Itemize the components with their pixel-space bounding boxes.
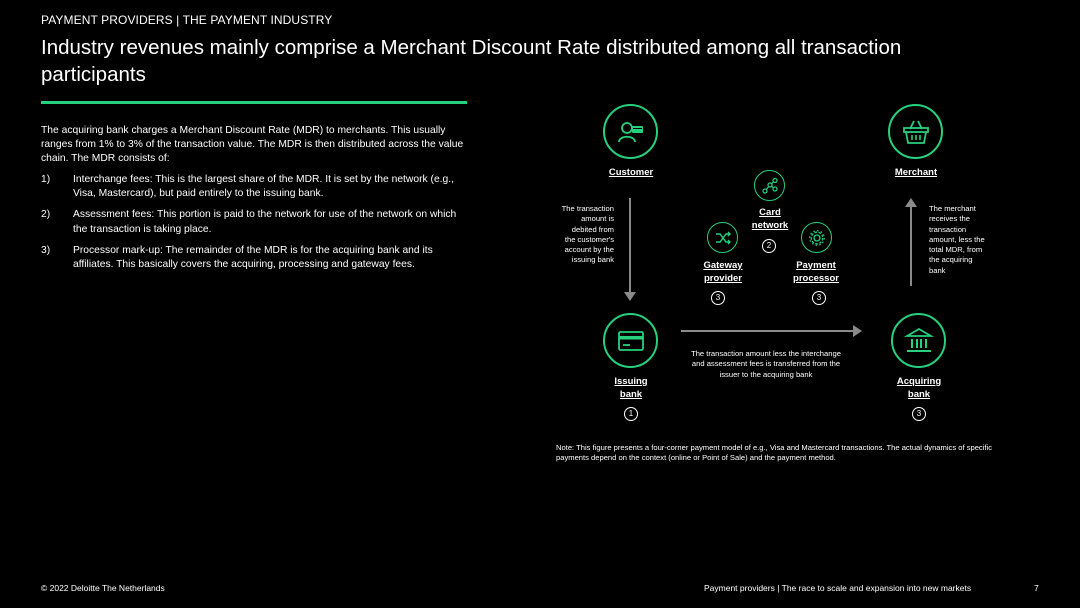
note-line: total MDR, from	[929, 245, 983, 255]
acquiring-bank-label-line2: bank	[907, 388, 931, 400]
payment-processor-badge: 3	[812, 291, 826, 305]
gateway-provider-label-line2: provider	[703, 272, 742, 284]
payment-processor-label-line1: Payment	[796, 260, 836, 271]
customer-label: Customer	[608, 167, 654, 178]
payment-processor-label	[786, 260, 846, 285]
card-network-label-line1: Card	[759, 207, 781, 218]
customer-node	[603, 104, 658, 159]
acquiring-bank-badge: 3	[912, 407, 926, 421]
merchant-label: Merchant	[894, 167, 938, 178]
card-network-badge: 2	[762, 239, 776, 253]
arrow-right-icon	[853, 325, 862, 337]
note-line: the acquiring	[929, 255, 973, 265]
merchant-receipt-note	[929, 204, 1009, 276]
bank-icon	[904, 326, 934, 356]
note-line: The merchant	[929, 204, 976, 213]
issuing-bank-label	[596, 376, 666, 401]
note-line: bank	[929, 265, 946, 275]
title-divider	[41, 101, 467, 104]
issuer-to-acquirer-arrow-line	[681, 330, 855, 332]
merchant-node	[888, 104, 943, 159]
card-network-label-line2: network	[751, 219, 789, 231]
acquiring-bank-node	[891, 313, 946, 368]
note-line: issuer to the acquiring bank	[719, 369, 813, 379]
acquiring-bank-label	[884, 376, 954, 401]
issuing-bank-badge: 1	[624, 407, 638, 421]
footer-report-title: Payment providers | The race to scale and expansion into new markets	[704, 583, 972, 593]
list-item-text: Processor mark-up: The remainder of the MDR is for the acquiring bank and its affiliates. This basically covers the acquiring, processing and gateway fees.	[73, 244, 433, 271]
card-icon	[616, 326, 646, 356]
list-item	[41, 208, 471, 236]
note-line: debited from	[571, 224, 614, 234]
gateway-provider-badge: 3	[711, 291, 725, 305]
note-line: issuing bank	[571, 255, 614, 265]
payment-processor-label-line2: processor	[793, 272, 839, 284]
figure-note-line2: payments depend on the context (online or Point of Sale) and the payment method.	[556, 453, 836, 463]
gateway-provider-label	[693, 260, 753, 285]
arrow-up-icon	[905, 198, 917, 207]
list-item-number: 3)	[41, 244, 51, 256]
gateway-provider-node	[707, 222, 738, 253]
shuffle-icon	[714, 229, 732, 247]
list-item-text: Assessment fees: This portion is paid to the network for use of the network on which the transaction is taking place.	[73, 209, 457, 235]
figure-note	[556, 443, 1056, 464]
customer-card-icon	[616, 117, 646, 147]
list-item	[41, 244, 471, 272]
list-item-text: Interchange fees: This is the largest share of the MDR. It is set by the network (e.g., Visa, Mastercard), but paid entirely to the issuing bank.	[73, 174, 454, 200]
note-line: the customer's	[564, 234, 614, 244]
customer-debit-note	[548, 204, 614, 266]
list-item	[41, 173, 471, 201]
footer-copyright: © 2022 Deloitte The Netherlands	[41, 583, 165, 593]
gear-icon	[808, 229, 826, 247]
card-network-node	[754, 170, 785, 201]
gateway-provider-label-line1: Gateway	[703, 260, 743, 271]
network-icon	[761, 177, 779, 195]
payment-processor-node	[801, 222, 832, 253]
acquirer-to-merchant-arrow-line	[910, 206, 912, 286]
intro-paragraph: The acquiring bank charges a Merchant Discount Rate (MDR) to merchants. This usually ranges from 1% to 3% of the transaction value. The MDR is then distributed across the value chain. The MDR consists of:	[41, 125, 464, 165]
customer-to-issuer-arrow-line	[629, 198, 631, 294]
page-title: Industry revenues mainly comprise a Merchant Discount Rate distributed among all transaction participants	[41, 36, 902, 86]
figure-note-line1: Note: This figure presents a four-corner payment model of e.g., Visa and Mastercard transactions. The actual dynamics of specific	[556, 443, 993, 452]
shopping-basket-icon	[901, 117, 931, 147]
issuing-bank-node	[603, 313, 658, 368]
note-line: account by the	[564, 245, 614, 255]
card-network-label	[740, 207, 800, 232]
issuing-bank-label-line1: Issuing	[614, 376, 648, 387]
note-line: The transaction	[561, 204, 614, 213]
footer-page-number: 7	[1034, 583, 1039, 593]
note-line: amount, less the	[929, 234, 985, 244]
note-line: and assessment fees is transferred from the	[691, 359, 841, 369]
note-line: transaction	[929, 224, 967, 234]
note-line: receives the	[929, 214, 970, 224]
transfer-note	[670, 349, 862, 380]
mdr-components-list	[41, 173, 471, 279]
note-line: The transaction amount less the interchange	[691, 349, 841, 358]
section-label: PAYMENT PROVIDERS | THE PAYMENT INDUSTRY	[41, 13, 333, 27]
list-item-number: 1)	[41, 174, 51, 185]
list-item-number: 2)	[41, 209, 51, 221]
acquiring-bank-label-line1: Acquiring	[896, 376, 942, 387]
note-line: amount is	[581, 214, 614, 224]
arrow-down-icon	[624, 292, 636, 301]
issuing-bank-label-line2: bank	[619, 388, 643, 400]
